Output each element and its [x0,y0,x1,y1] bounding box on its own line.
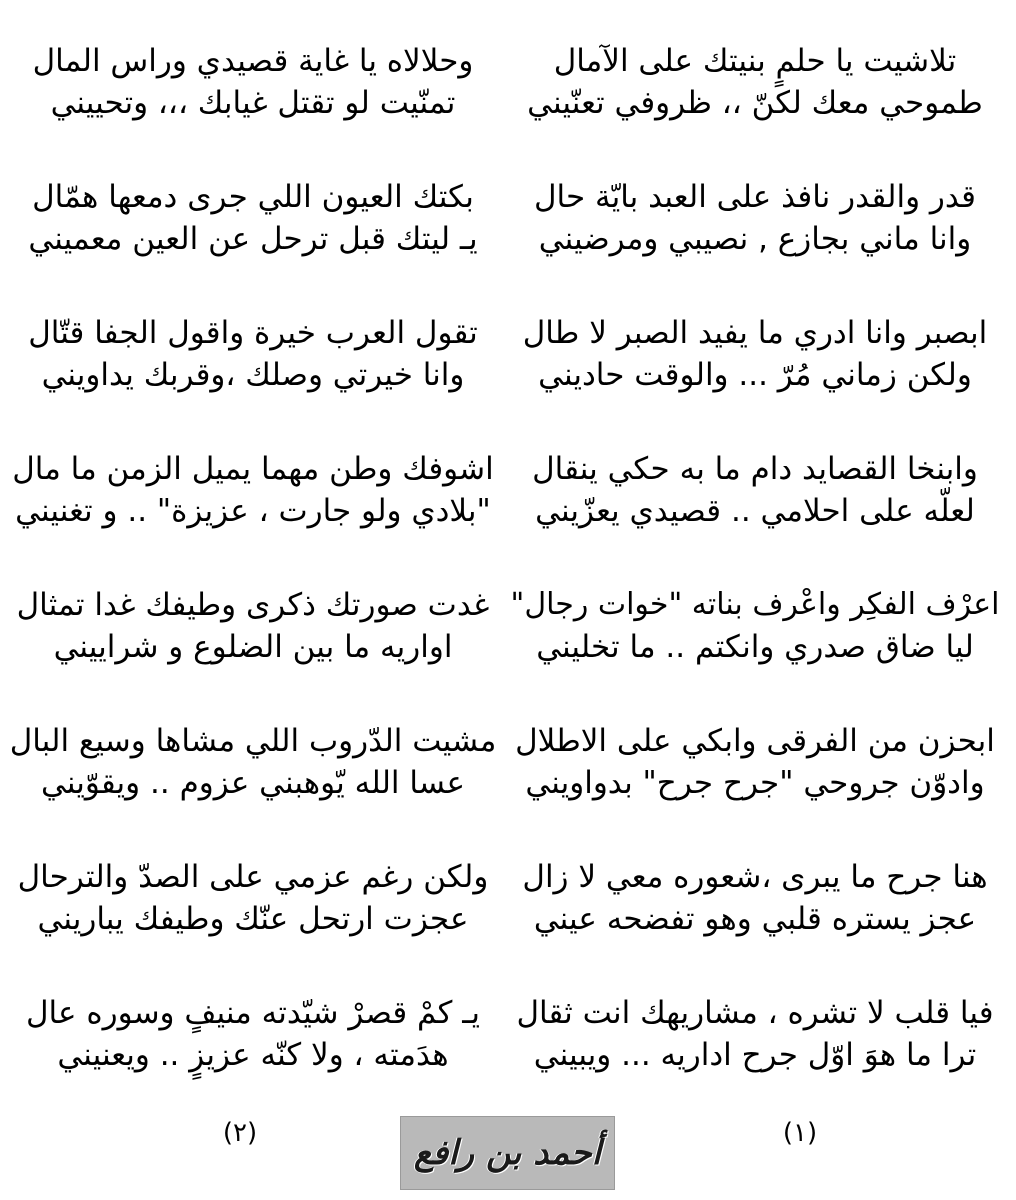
stanza [510,438,1000,548]
verse-line: اشوفك وطن مهما يميل الزمن ما مال [12,451,494,487]
verse-line: ترا ما هوَ اوّل جرح اداريه ... ويبيني [533,1037,977,1073]
verse-line: فيا قلب لا تشره ، مشاريهك انت ثقال [516,995,994,1031]
stanza [8,574,498,684]
verse-line: تمنّيت لو تقتل غيابك ،،، وتحييني [50,85,456,121]
stanza [8,166,498,276]
stanza [510,302,1000,412]
verse-line: لعلّه على احلامي .. قصيدي يعزّيني [535,493,975,529]
stanza [8,982,498,1092]
stanza [510,982,1000,1092]
verse-line: ولكن رغم عزمي على الصدّ والترحال [17,859,489,895]
verse-line: ولكن زماني مُرّ ... والوقت حاديني [538,357,972,393]
verse-line: ابحزن من الفرقى وابكي على الاطلال [515,723,995,759]
verse-line: طموحي معك لكنّ ،، ظروفي تعنّيني [527,85,983,121]
verse-line: عسا الله يّوهبني عزوم .. ويقوّيني [41,765,465,801]
verse-line: وادوّن جروحي "جرح جرح" بدواويني [525,765,985,801]
verse-line: عجز يستره قلبي وهو تفضحه عيني [533,901,977,937]
verse-line: عجزت ارتحل عنّك وطيفك يباريني [37,901,469,937]
stanza [510,574,1000,684]
verse-line: بكتك العيون اللي جرى دمعها همّال [32,179,474,215]
verse-line: وانا خيرتي وصلك ،وقربك يداويني [41,357,465,393]
stanza [510,30,1000,140]
verse-line: قدر والقدر نافذ على العبد بايّة حال [534,179,976,215]
verse-line: يـ كمْ قصرْ شيّدته منيفٍ وسوره عال [26,995,480,1031]
stanza [510,166,1000,276]
signature-text: أحمد بن رافع [413,1133,602,1173]
verse-line: تقول العرب خيرة واقول الجفا قتّال [28,315,478,351]
author-signature [400,1116,615,1190]
stanza [8,710,498,820]
verse-line: اعرْف الفكِر واعْرف بناته "خوات رجال" [510,587,1000,622]
page-number-left: (٢) [222,1118,258,1148]
verse-line: غدت صورتك ذكرى وطيفك غدا تمثال [16,587,490,623]
verse-line: تلاشيت يا حلمٍ بنيتك على الآمال [553,43,957,79]
verse-line: وحلالاه يا غاية قصيدي وراس المال [32,43,474,79]
stanza [510,846,1000,956]
verse-line: اواريه ما بين الضلوع و شراييني [53,629,453,665]
stanza [8,302,498,412]
verse-line: يـ ليتك قبل ترحل عن العين معميني [28,221,478,257]
page-number-right: (١) [782,1118,818,1148]
stanza [510,710,1000,820]
verse-line: مشيت الدّروب اللي مشاها وسيع البال [9,723,497,759]
stanza [8,30,498,140]
verse-line: وانا ماني بجازع , نصيبي ومرضيني [538,221,972,257]
stanza [8,438,498,548]
verse-line: "بلادي ولو جارت ، عزيزة" .. و تغنيني [15,493,491,529]
verse-line: هدَمته ، ولا كنّه عزيزٍ .. ويعنيني [57,1037,449,1073]
verse-line: ابصبر وانا ادري ما يفيد الصبر لا طال [522,315,988,351]
verse-line: ليا ضاق صدري وانكتم .. ما تخليني [536,629,974,665]
verse-line: وابنخا القصايد دام ما به حكي ينقال [532,451,978,487]
verse-line: هنا جرح ما يبرى ،شعوره معي لا زال [522,859,988,895]
stanza [8,846,498,956]
